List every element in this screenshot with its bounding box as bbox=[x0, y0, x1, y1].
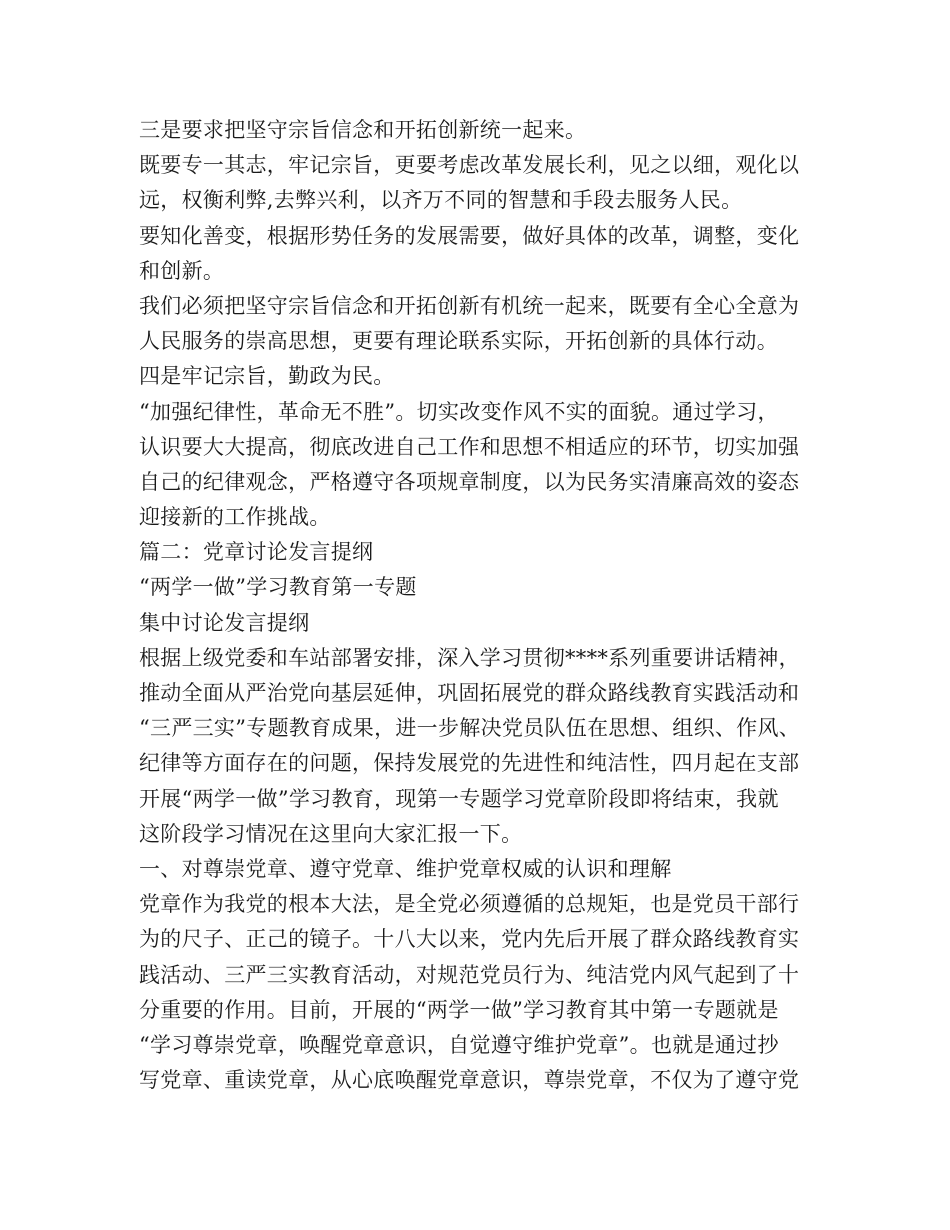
text-line: 和创新。 bbox=[139, 258, 225, 283]
text-line: 自己的纪律观念，严格遵守各项规章制度，以为民务实清廉高效的姿态 bbox=[139, 469, 800, 494]
document-body bbox=[139, 113, 839, 1098]
text-line: 开展“两学一做”学习教育，现第一专题学习党章阶段即将结束，我就 bbox=[139, 786, 779, 811]
text-line: “学习尊崇党章，唤醒党章意识，自觉遵守维护党章”。也就是通过抄 bbox=[139, 1032, 779, 1057]
section-heading: 篇二：党章讨论发言提纲 bbox=[139, 540, 374, 565]
text-line: 三是要求把坚守宗旨信念和开拓创新统一起来。 bbox=[139, 118, 587, 142]
text-line: “加强纪律性，革命无不胜”。切实改变作风不实的面貌。通过学习， bbox=[139, 399, 779, 424]
text-line: “三严三实”专题教育成果，进一步解决党员队伍在思想、组织、作风、 bbox=[139, 716, 801, 741]
text-line: 纪律等方面存在的问题，保持发展党的先进性和纯洁性，四月起在支部 bbox=[139, 751, 800, 776]
text-line: 四是牢记宗旨，勤政为民。 bbox=[139, 364, 395, 389]
subheading: “两学一做”学习教育第一专题 bbox=[139, 575, 417, 600]
text-line: 远，权衡利弊,去弊兴利，以齐万不同的智慧和手段去服务人民。 bbox=[139, 188, 743, 213]
text-line: 分重要的作用。目前，开展的“两学一做”学习教育其中第一专题就是 bbox=[139, 997, 779, 1022]
text-line: 写党章、重读党章，从心底唤醒党章意识，尊崇党章，不仅为了遵守党 bbox=[139, 1068, 800, 1093]
text-line: 既要专一其志，牢记宗旨，更要考虑改革发展长利，见之以细，观化以 bbox=[139, 153, 800, 178]
text-line: 党章作为我党的根本大法，是全党必须遵循的总规矩，也是党员干部行 bbox=[139, 892, 800, 917]
subheading: 一、对尊崇党章、遵守党章、维护党章权威的认识和理解 bbox=[139, 856, 672, 881]
text-line: 根据上级党委和车站部署安排，深入学习贯彻****系列重要讲话精神， bbox=[139, 645, 800, 670]
text-line: 践活动、三严三实教育活动，对规范党员行为、纯洁党内风气起到了十 bbox=[139, 962, 800, 987]
text-line: 认识要大大提高，彻底改进自己工作和思想不相适应的环节，切实加强 bbox=[139, 434, 800, 459]
text-line: 要知化善变，根据形势任务的发展需要，做好具体的改革，调整，变化 bbox=[139, 223, 800, 248]
subheading: 集中讨论发言提纲 bbox=[139, 610, 310, 635]
text-line: 这阶段学习情况在这里向大家汇报一下。 bbox=[139, 821, 523, 846]
text-line: 迎接新的工作挑战。 bbox=[139, 505, 331, 530]
text-line: 推动全面从严治党向基层延伸，巩固拓展党的群众路线教育实践活动和 bbox=[139, 681, 800, 705]
text-line: 人民服务的崇高思想，更要有理论联系实际，开拓创新的具体行动。 bbox=[139, 329, 778, 354]
text-line: 我们必须把坚守宗旨信念和开拓创新有机统一起来，既要有全心全意为 bbox=[139, 293, 800, 318]
text-line: 为的尺子、正己的镜子。十八大以来，党内先后开展了群众路线教育实 bbox=[139, 927, 800, 952]
